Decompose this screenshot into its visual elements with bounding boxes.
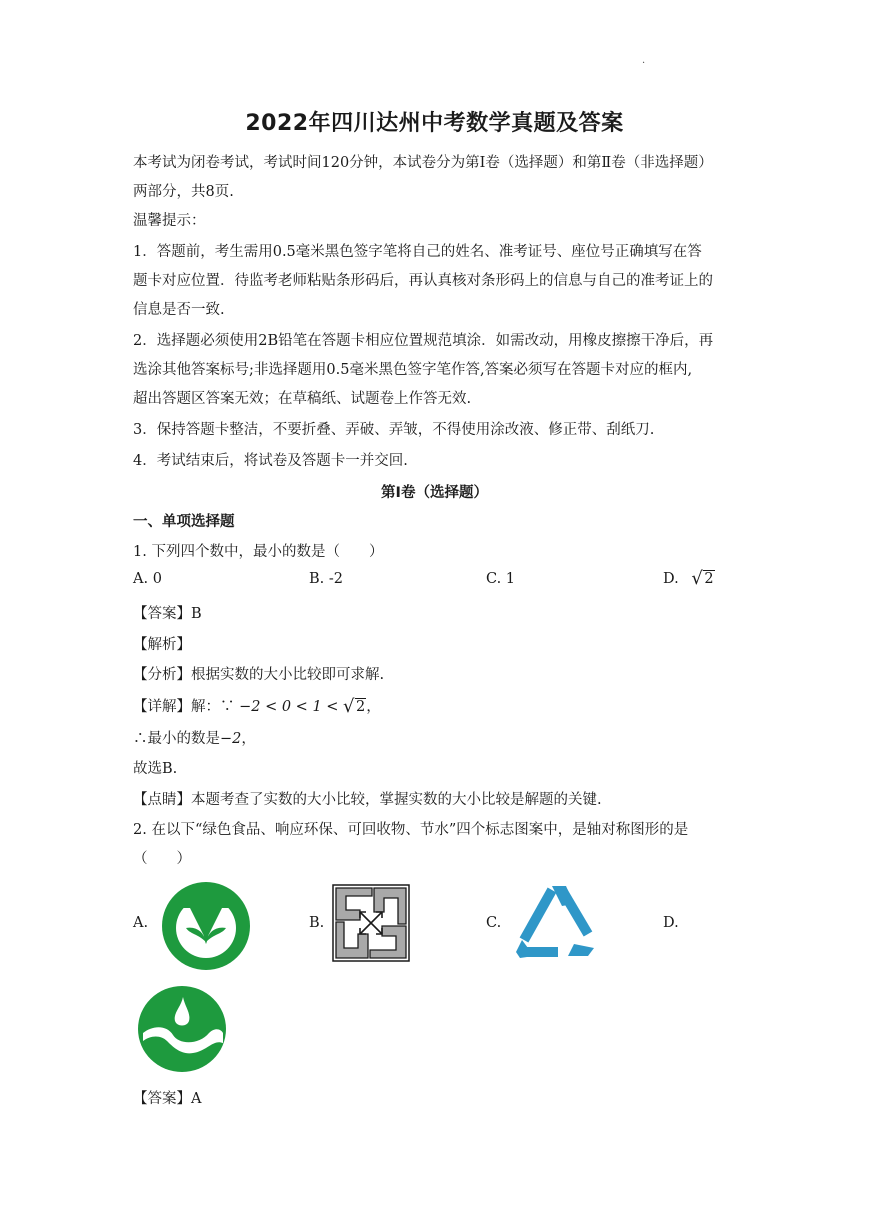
q1-therefore-value: −2 bbox=[220, 731, 242, 747]
q1-detail-expr: −2 < 0 < 1 < bbox=[239, 699, 339, 715]
q1-therefore-end: ， bbox=[241, 731, 256, 747]
header-dot: · bbox=[642, 58, 646, 69]
q2-label-b: B. bbox=[309, 915, 325, 931]
q1-answer: 【答案】B bbox=[133, 606, 202, 622]
q1-option-d bbox=[663, 568, 715, 589]
sqrt-symbol: √ 2 bbox=[343, 696, 366, 717]
tip-line: 信息是否一致. bbox=[133, 302, 225, 318]
tips-heading: 温馨提示： bbox=[133, 213, 206, 229]
q1-option-a: A. 0 bbox=[133, 571, 162, 587]
tip-line: 选涂其他答案标号;非选择题用0.5毫米黑色签字笔作答,答案必须写在答题卡对应的框内, bbox=[133, 362, 693, 378]
tip-line: 4．考试结束后，将试卷及答题卡一并交回. bbox=[133, 453, 408, 469]
tip-line: 超出答题区答案无效；在草稿纸、试题卷上作答无效. bbox=[133, 391, 472, 407]
green-food-logo-icon bbox=[160, 880, 252, 972]
tip-line: 1．答题前，考生需用0.5毫米黑色签字笔将自己的姓名、准考证号、座位号正确填写在答 bbox=[133, 244, 702, 260]
q2-stem-line-1: 2. 在以下“绿色食品、响应环保、可回收物、节水”四个标志图案中，是轴对称图形的是 bbox=[133, 822, 689, 838]
part-heading: 一、单项选择题 bbox=[133, 514, 235, 530]
water-saving-logo-icon bbox=[137, 985, 227, 1073]
intro-line-1: 本考试为闭卷考试，考试时间120分钟，本试卷分为第Ⅰ卷（选择题）和第Ⅱ卷（非选择题） bbox=[133, 155, 713, 171]
q1-therefore bbox=[133, 727, 256, 748]
intro-line-2: 两部分，共8页. bbox=[133, 184, 234, 200]
tip-line: 题卡对应位置．待监考老师粘贴条形码后，再认真核对条形码上的信息与自己的准考证上的 bbox=[133, 273, 713, 289]
tip-line: 3．保持答题卡整洁，不要折叠、弄破、弄皱，不得使用涂改液、修正带、刮纸刀. bbox=[133, 422, 655, 438]
q2-label-c: C. bbox=[486, 915, 502, 931]
q1-option-d-label: D. bbox=[663, 571, 679, 587]
tip-line: 2．选择题必须使用2B铅笔在答题卡相应位置规范填涂．如需改动，用橡皮擦擦干净后，再 bbox=[133, 333, 714, 349]
q1-comment: 【点睛】本题考查了实数的大小比较，掌握实数的大小比较是解题的关键. bbox=[133, 792, 602, 808]
q1-therefore-prefix: ∴最小的数是 bbox=[133, 731, 220, 747]
sqrt-symbol: √ 2 bbox=[691, 568, 714, 589]
q2-answer: 【答案】A bbox=[133, 1091, 202, 1107]
q1-stem: 1. 下列四个数中，最小的数是（ ） bbox=[133, 544, 384, 560]
page-title: 2022年四川达州中考数学真题及答案 bbox=[245, 111, 624, 136]
section-title: 第Ⅰ卷（选择题） bbox=[381, 485, 488, 501]
q1-detail bbox=[133, 695, 381, 716]
recycle-logo-icon bbox=[512, 882, 602, 962]
q1-option-d-radicand: 2 bbox=[704, 571, 714, 587]
q2-label-a: A. bbox=[133, 915, 149, 931]
q1-detail-radicand: 2 bbox=[356, 699, 366, 715]
q1-analysis-label: 【解析】 bbox=[133, 637, 191, 653]
q1-detail-label: 【详解】解：∵ bbox=[133, 699, 235, 715]
q1-detail-end: ， bbox=[366, 699, 381, 715]
q1-option-c: C. 1 bbox=[486, 571, 516, 587]
q2-stem-line-2: （ ） bbox=[133, 851, 191, 867]
q1-choose: 故选B. bbox=[133, 761, 178, 777]
environmental-logo-icon bbox=[332, 884, 410, 962]
q2-label-d: D. bbox=[663, 915, 679, 931]
q1-fenxi: 【分析】根据实数的大小比较即可求解. bbox=[133, 667, 385, 683]
q1-option-b: B. -2 bbox=[309, 571, 343, 587]
